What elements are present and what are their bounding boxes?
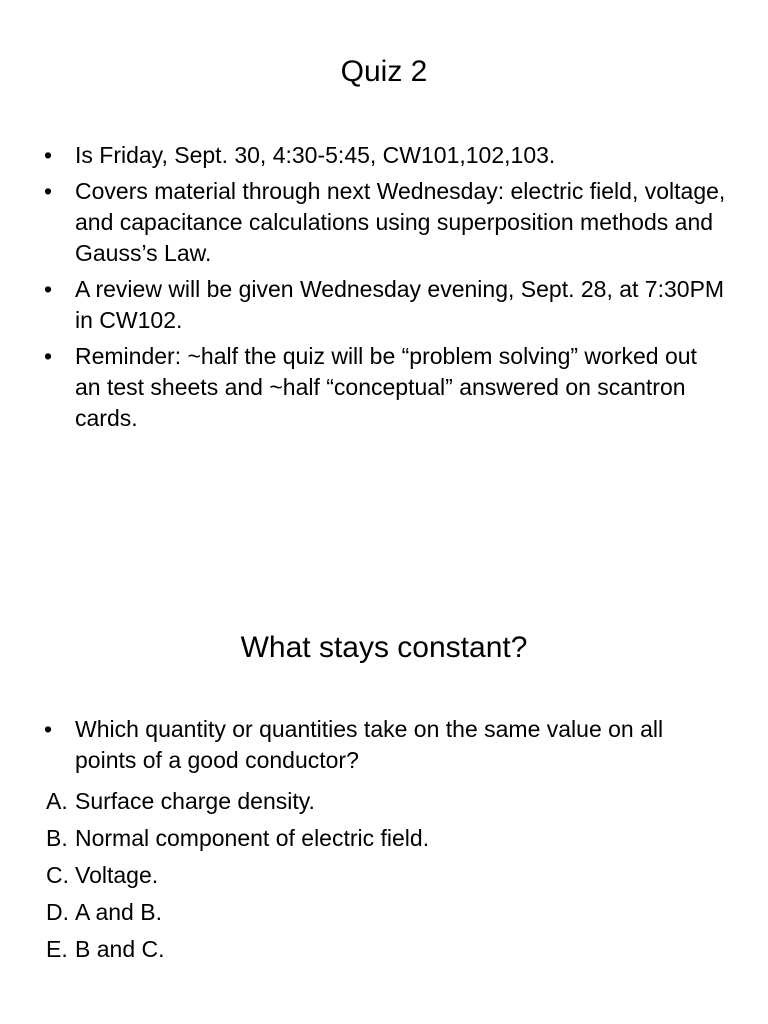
bullet-marker: • [44, 178, 53, 204]
question-list [0, 714, 768, 781]
bullet-marker: • [44, 276, 53, 302]
bullet-item [0, 274, 768, 336]
answer-option-e [0, 931, 768, 968]
answer-option-b [0, 820, 768, 857]
bullet-marker: • [44, 716, 53, 742]
bullet-item [0, 140, 768, 171]
option-letter: A. [46, 788, 68, 814]
option-text: Normal component of electric field. [75, 825, 430, 851]
bullet-text: Reminder: ~half the quiz will be “problem solving” worked out an test sheets and ~half “conceptual” answered on scantron cards. [75, 343, 697, 431]
answer-option-a [0, 783, 768, 820]
option-letter: D. [46, 899, 69, 925]
answer-options [0, 783, 768, 968]
bullet-text: Is Friday, Sept. 30, 4:30-5:45, CW101,102,103. [75, 142, 556, 168]
option-text: Voltage. [75, 862, 159, 888]
bullet-text: Covers material through next Wednesday: electric field, voltage, and capacitance calculations using superposition methods and Gauss’s Law. [75, 178, 726, 266]
bullet-item [0, 176, 768, 269]
option-letter: B. [46, 825, 68, 851]
bullet-item [0, 341, 768, 434]
bullet-text: A review will be given Wednesday evening, Sept. 28, at 7:30PM in CW102. [75, 276, 725, 333]
option-text: Surface charge density. [75, 788, 315, 814]
bullet-marker: • [44, 142, 53, 168]
bullet-list [0, 140, 768, 439]
slide-title: What stays constant? [240, 631, 528, 664]
bullet-marker: • [44, 343, 53, 369]
option-letter: E. [46, 936, 68, 962]
slide-title: Quiz 2 [340, 55, 428, 88]
option-text: B and C. [75, 936, 165, 962]
answer-option-c [0, 857, 768, 894]
slide-what-stays-constant [0, 512, 768, 1024]
question-text: Which quantity or quantities take on the same value on all points of a good conductor? [75, 716, 664, 773]
option-text: A and B. [75, 899, 162, 925]
option-letter: C. [46, 862, 69, 888]
question-item [0, 714, 768, 776]
answer-option-d [0, 894, 768, 931]
